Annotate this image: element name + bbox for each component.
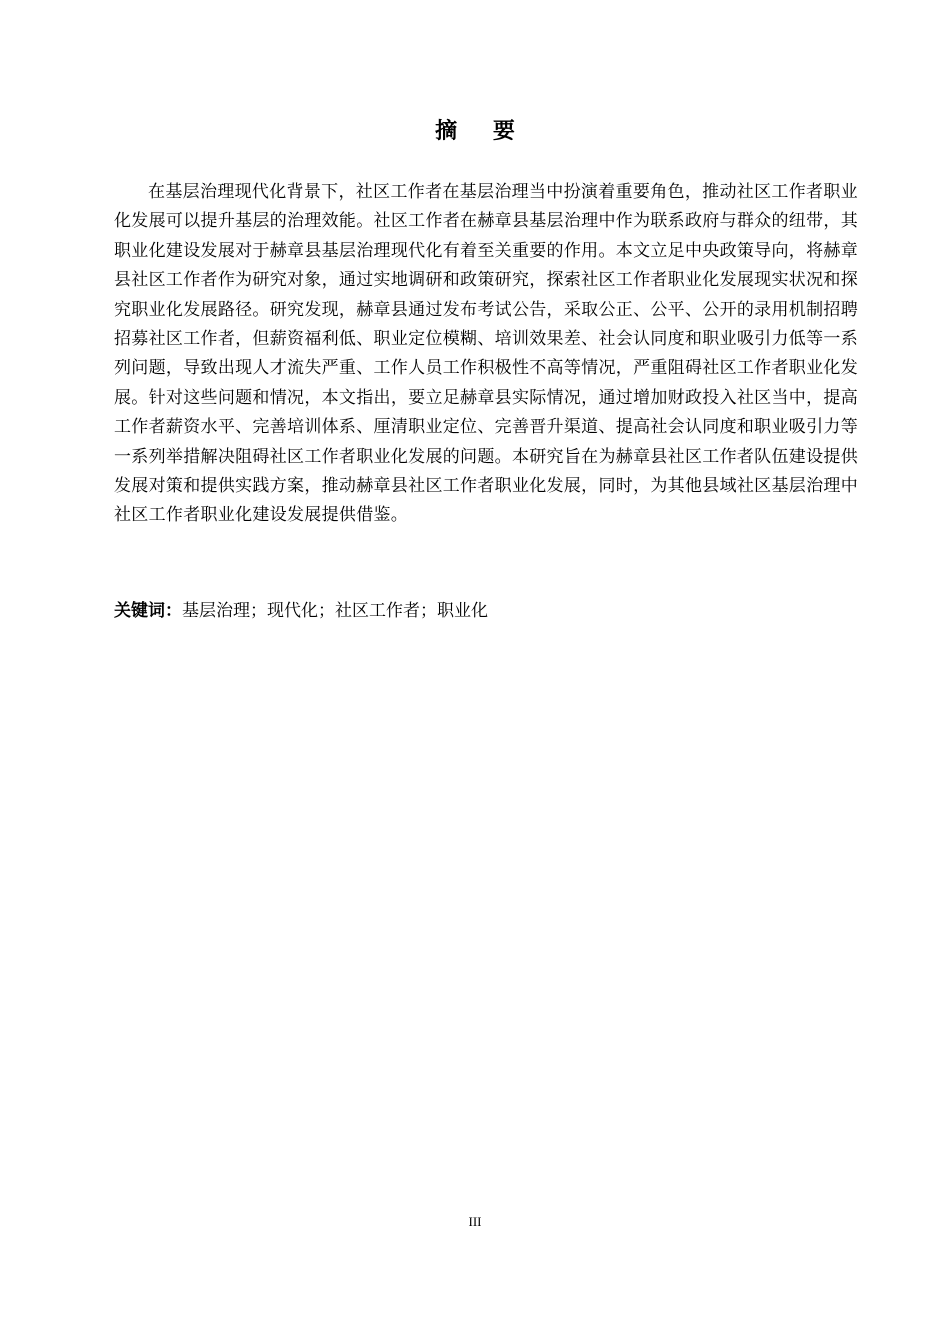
keywords-text: 基层治理；现代化；社区工作者；职业化 [182, 601, 488, 621]
abstract-title: 摘 要 [435, 119, 529, 144]
page-number: III [468, 1214, 482, 1229]
keywords-label: 关键词： [114, 601, 182, 621]
keywords-line [114, 597, 858, 626]
abstract-body: 在基层治理现代化背景下，社区工作者在基层治理当中扮演着重要角色，推动社区工作者职业化发展可以提升基层的治理效能。社区工作者在赫章县基层治理中作为联系政府与群众的纽带，其职业化建设发展对于赫章县基层治理现代化有着至关重要的作用。本文立足中央政策导向，将赫章县社区工作者作为研究对象，通过实地调研和政策研究，探索社区工作者职业化发展现实状况和探究职业化发展路径。研究发现，赫章县通过发布考试公告，采取公正、公平、公开的录用机制招聘招募社区工作者，但薪资福利低、职业定位模糊、培训效果差、社会认同度和职业吸引力低等一系列问题，导致出现人才流失严重、工作人员工作积极性不高等情况，严重阻碍社区工作者职业化发展。针对这些问题和情况，本文指出，要立足赫章县实际情况，通过增加财政投入社区当中，提高工作者薪资水平、完善培训体系、厘清职业定位、完善晋升渠道、提高社会认同度和职业吸引力等一系列举措解决阻碍社区工作者职业化发展的问题。本研究旨在为赫章县社区工作者队伍建设提供发展对策和提供实践方案，推动赫章县社区工作者职业化发展，同时，为其他县域社区基层治理中社区工作者职业化建设发展提供借鉴。 [114, 182, 858, 526]
